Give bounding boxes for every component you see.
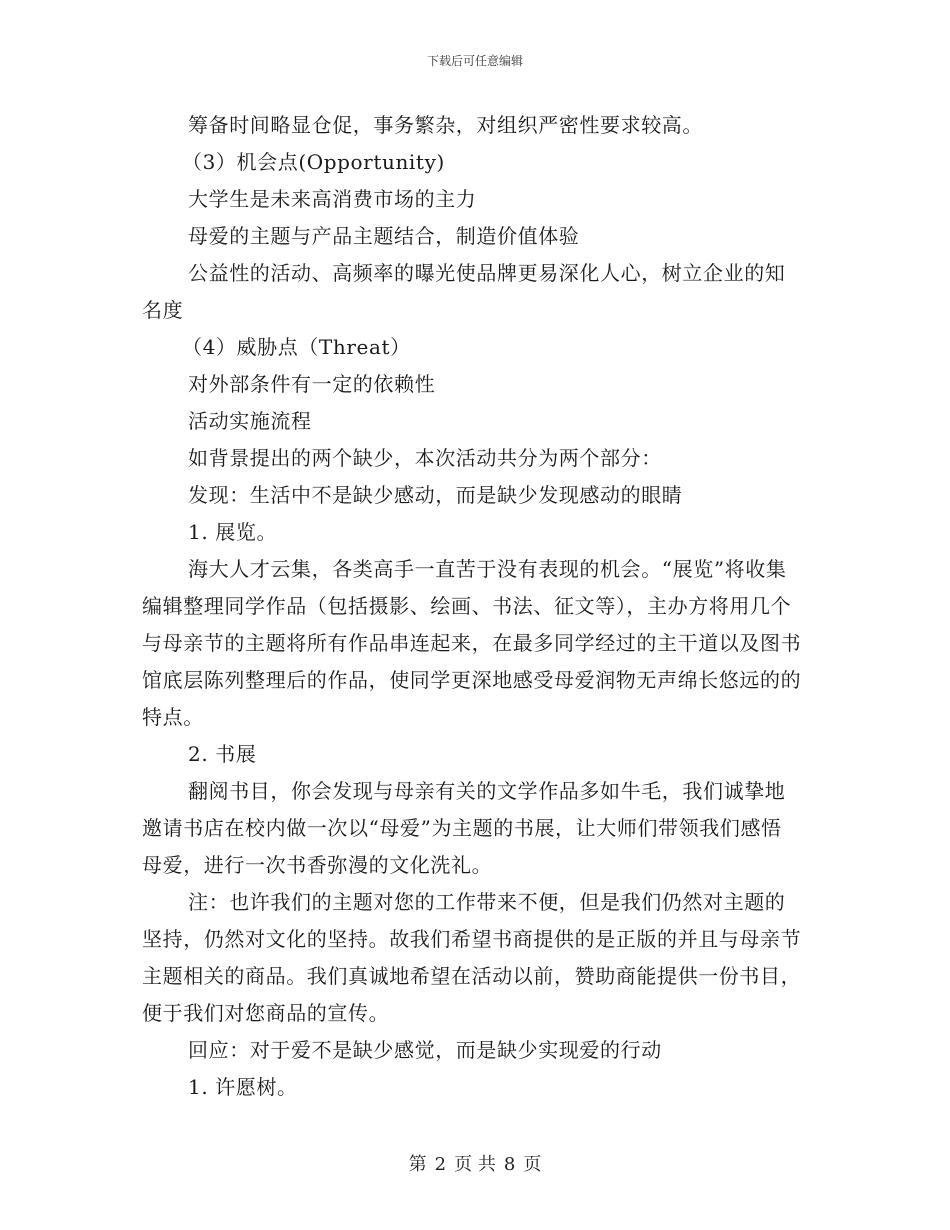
page-header: 下载后可任意编辑 bbox=[426, 54, 523, 68]
paragraph: 如背景提出的两个缺少，本次活动共分为两个部分： bbox=[188, 446, 662, 470]
paragraph: 公益性的活动、高频率的曝光使品牌更易深化人心，树立企业的知名度 bbox=[142, 261, 786, 322]
paragraph: 回应：对于爱不是缺少感觉，而是缺少实现爱的行动 bbox=[188, 1038, 662, 1062]
list-item-book-fair: 2. 书展 bbox=[188, 742, 257, 766]
section-heading-threat: （4）威胁点（Threat） bbox=[182, 335, 411, 359]
footer-prefix: 第 bbox=[408, 1154, 427, 1175]
paragraph: 筹备时间略显仓促，事务繁杂，对组织严密性要求较高。 bbox=[188, 113, 703, 137]
page-footer bbox=[0, 1153, 950, 1177]
list-item-wishing-tree: 1. 许愿树。 bbox=[188, 1075, 298, 1099]
footer-mid: 页 共 bbox=[454, 1154, 496, 1175]
paragraph: 对外部条件有一定的依赖性 bbox=[188, 372, 436, 396]
footer-suffix: 页 bbox=[523, 1154, 542, 1175]
paragraph: 大学生是未来高消费市场的主力 bbox=[188, 187, 477, 211]
note-paragraph: 注：也许我们的主题对您的工作带来不便，但是我们仍然对主题的坚持，仍然对文化的坚持。故我们希望书商提供的是正版的并且与母亲节主题相关的商品。我们真诚地希望在活动以前，赞助商能提供一份书目，便于我们对您商品的宣传。 bbox=[142, 890, 802, 1025]
page-number-total: 8 bbox=[503, 1154, 516, 1175]
page-number-current: 2 bbox=[434, 1154, 447, 1175]
list-item-exhibition: 1. 展览。 bbox=[188, 520, 278, 544]
paragraph: 发现：生活中不是缺少感动，而是缺少发现感动的眼睛 bbox=[188, 483, 683, 507]
paragraph: 翻阅书目，你会发现与母亲有关的文学作品多如牛毛，我们诚挚地邀请书店在校内做一次以“母爱”为主题的书展，让大师们带领我们感悟母爱，进行一次书香弥漫的文化洗礼。 bbox=[142, 779, 786, 877]
paragraph: 海大人才云集，各类高手一直苦于没有表现的机会。“展览”将收集编辑整理同学作品（包括摄影、绘画、书法、征文等），主办方将用几个与母亲节的主题将所有作品串连起来，在最多同学经过的主干道以及图书馆底层陈列整理后的作品，使同学更深地感受母爱润物无声绵长悠远的的特点。 bbox=[142, 557, 802, 729]
document-body bbox=[142, 107, 802, 1106]
section-heading-opportunity: （3）机会点(Opportunity) bbox=[182, 150, 445, 174]
paragraph: 活动实施流程 bbox=[188, 409, 312, 433]
paragraph: 母爱的主题与产品主题结合，制造价值体验 bbox=[188, 224, 580, 248]
